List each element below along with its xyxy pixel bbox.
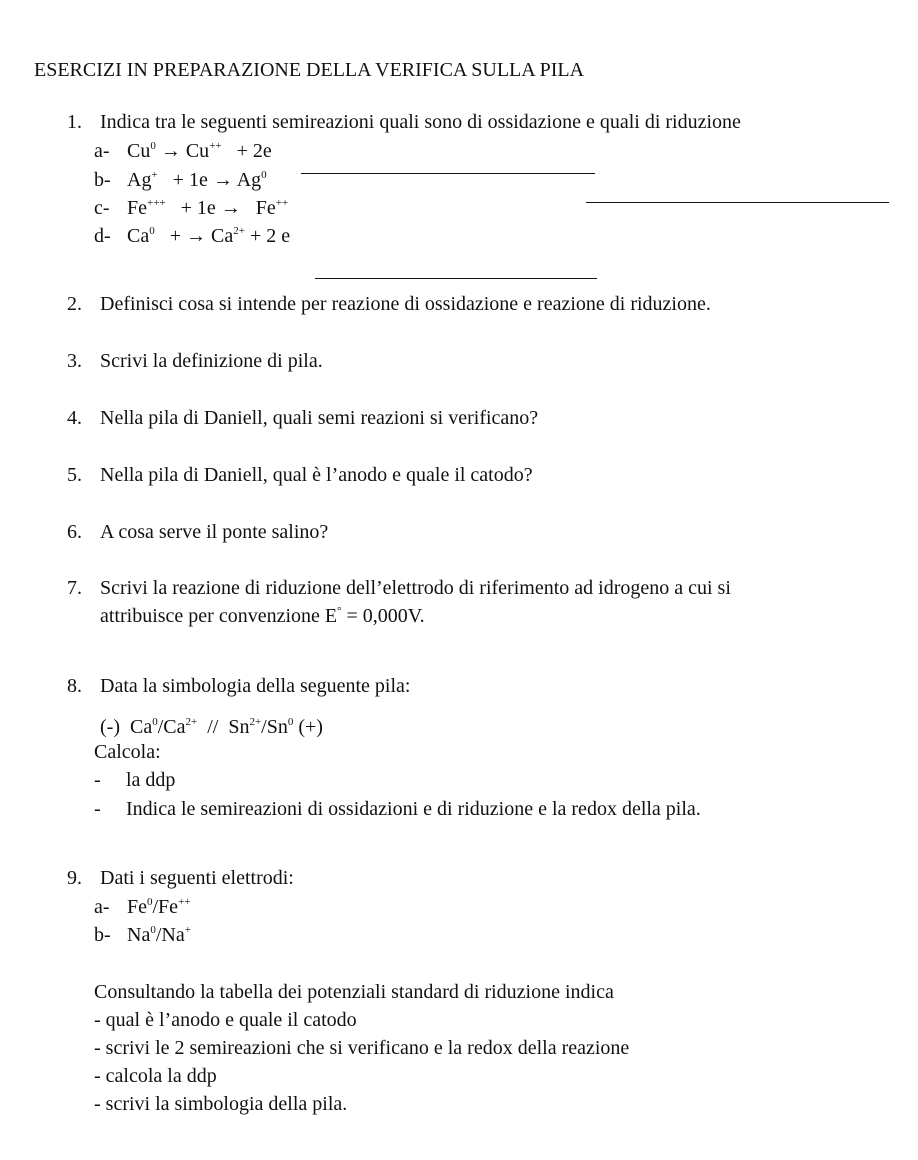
question-text-continued: attribuisce per convenzione E° = 0,000V. (100, 605, 425, 627)
question-number: 8. (67, 675, 82, 697)
question-number: 5. (67, 464, 82, 486)
task-item: - qual è l’anodo e quale il catodo (94, 1009, 357, 1031)
bullet-dash: - (94, 798, 101, 820)
bullet-text: Indica le semireazioni di ossidazioni e di riduzione e la redox della pila. (126, 798, 701, 820)
task-item: - calcola la ddp (94, 1065, 217, 1087)
list-label: b- (94, 924, 111, 946)
half-reaction: $Ag^+ + 1e \to Ag^0$ (127, 169, 267, 191)
instructions-intro: Consultando la tabella dei potenziali standard di riduzione indica (94, 981, 614, 1003)
list-label: b- (94, 169, 111, 191)
question-text: Dati i seguenti elettrodi: (100, 867, 294, 889)
list-label: d- (94, 225, 111, 247)
question-number: 7. (67, 577, 82, 599)
half-reaction: $Cu^0 \to Cu^{++} + 2e$ (127, 140, 277, 162)
task-item: - scrivi la simbologia della pila. (94, 1093, 348, 1115)
electrode: Fe$^0$/Fe++ (127, 896, 191, 918)
list-label: a- (94, 140, 110, 162)
question-text: A cosa serve il ponte salino? (100, 521, 329, 543)
calcola-label: Calcola: (94, 741, 161, 763)
answer-blank[interactable] (301, 173, 595, 174)
page-title: ESERCIZI IN PREPARAZIONE DELLA VERIFICA SULLA PILA (34, 59, 585, 81)
question-text: Nella pila di Daniell, quali semi reazioni si verificano? (100, 407, 539, 429)
question-number: 6. (67, 521, 82, 543)
bullet-dash: - (94, 769, 101, 791)
question-text: Indica tra le seguenti semireazioni quali sono di ossidazione e quali di riduzione (100, 111, 741, 133)
answer-blank[interactable] (315, 278, 597, 279)
question-number: 4. (67, 407, 82, 429)
cell-notation: (-) $Ca^0/Ca^{2+} // Sn^{2+}/Sn^0$ (+) (100, 716, 323, 738)
half-reaction: Ca$^0$ + → $Ca^{2+} + 2$ e (127, 225, 291, 247)
question-text: Nella pila di Daniell, qual è l’anodo e quale il catodo? (100, 464, 533, 486)
question-number: 1. (67, 111, 82, 133)
question-text: Data la simbologia della seguente pila: (100, 675, 411, 697)
task-item: - scrivi le 2 semireazioni che si verificano e la redox della reazione (94, 1037, 630, 1059)
list-label: a- (94, 896, 110, 918)
question-number: 9. (67, 867, 82, 889)
electrode: Na$^0$/Na+ (127, 924, 191, 946)
question-text: Definisci cosa si intende per reazione di ossidazione e reazione di riduzione. (100, 293, 711, 315)
half-reaction: Fe+++ + 1e → Fe++ (127, 197, 289, 219)
question-number: 3. (67, 350, 82, 372)
bullet-text: la ddp (126, 769, 176, 791)
question-number: 2. (67, 293, 82, 315)
list-label: c- (94, 197, 110, 219)
question-text: Scrivi la definizione di pila. (100, 350, 323, 372)
question-text: Scrivi la reazione di riduzione dell’elettrodo di riferimento ad idrogeno a cui si (100, 577, 731, 599)
answer-blank[interactable] (586, 202, 889, 203)
